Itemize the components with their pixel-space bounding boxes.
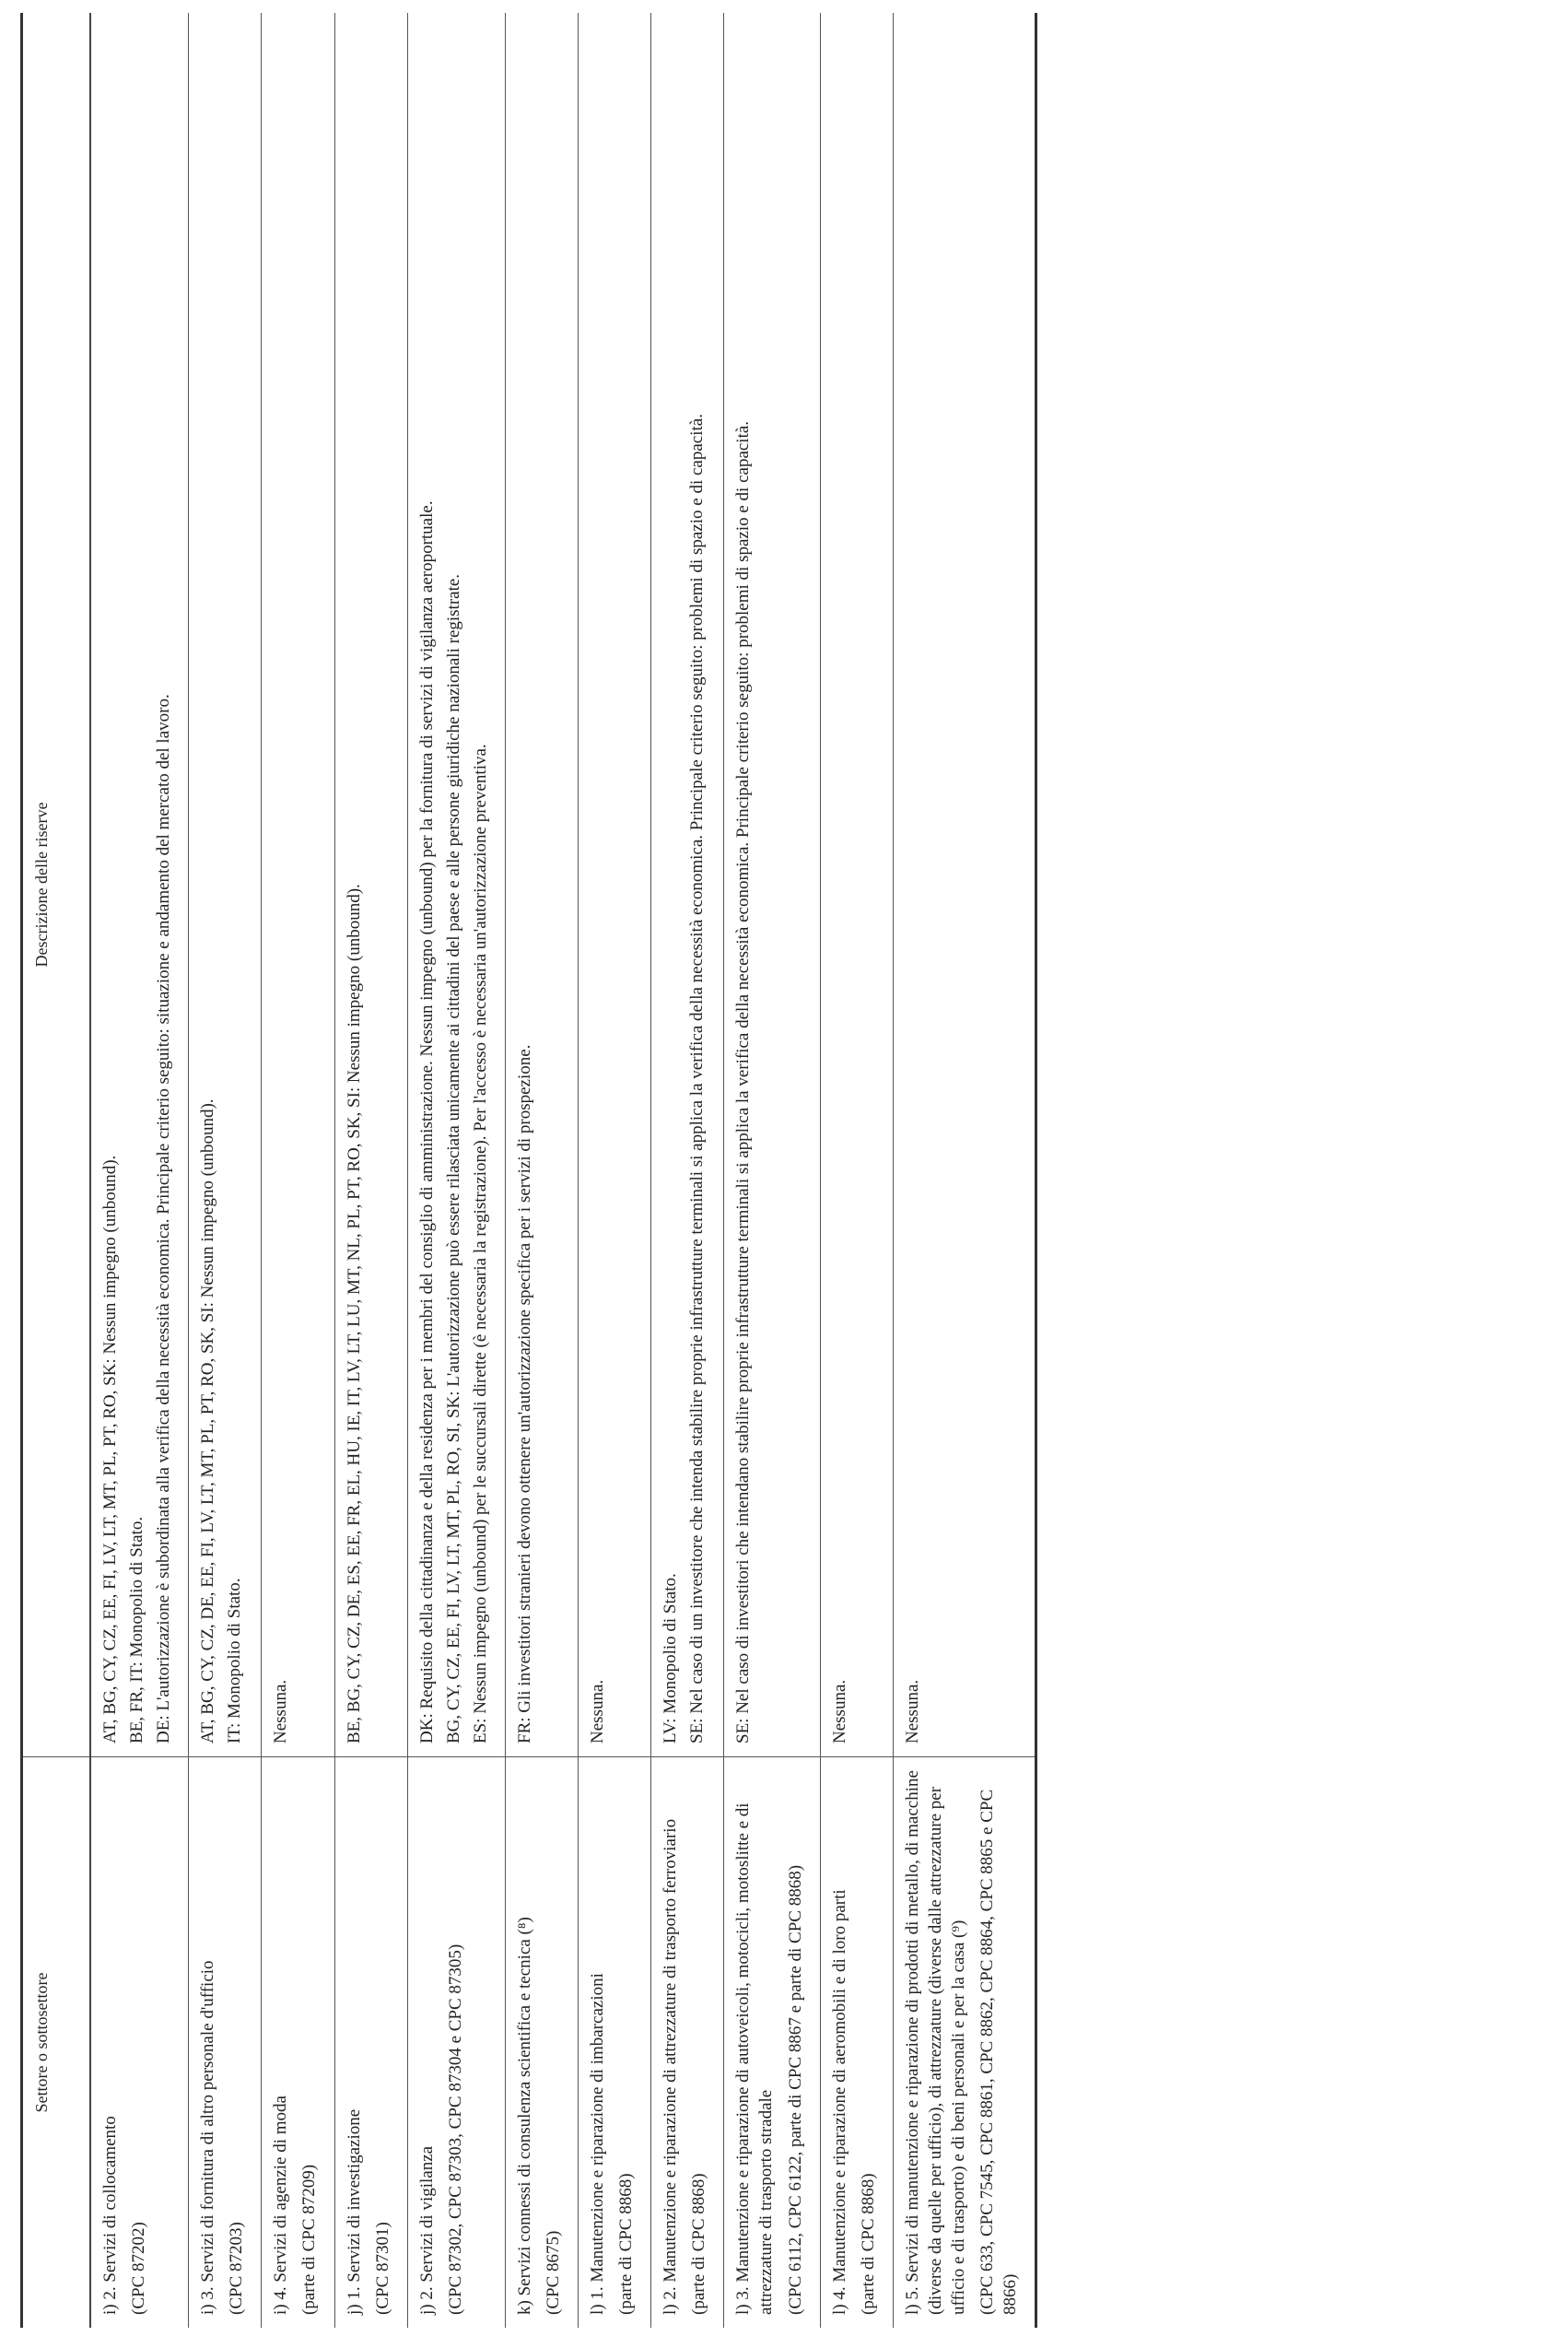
sector-title: i) 4. Servizi di agenzie di moda: [271, 2096, 291, 2315]
sector-title: j) 2. Servizi di vigilanza: [416, 2145, 437, 2315]
table-row: [91, 13, 189, 2328]
sector-cell: [579, 1756, 650, 2328]
reservations-cell: [651, 13, 723, 1756]
sector-title: l) 4. Manutenzione e riparazione di aeromobili e di loro parti: [829, 1889, 849, 2315]
reservations-cell: [335, 13, 407, 1756]
sector-cell: [894, 1756, 1035, 2328]
reservation-text: ES: Nessun impegno (unbound) per le succursali dirette (è necessaria la registrazione). Per l'accesso è necessaria un'autorizzazione preventiva.: [470, 744, 490, 1743]
reservation-text: Nessuna.: [271, 1679, 291, 1743]
table-body: [91, 13, 1037, 2328]
reservation-text: DE: L'autorizzazione è subordinata alla verifica della necessità economica. Principale criterio seguito: situazione e andamento del mercato del lavoro.: [154, 694, 174, 1743]
sector-cell: [724, 1756, 819, 2328]
reservation-text: BG, CY, CZ, EE, FI, LV, LT, MT, PL, RO, SI, SK: L'autorizzazione può essere rilasciata unicamente ai cittadini del paese e alle persone giuridiche nazionali registrate.: [443, 573, 463, 1743]
header-sector: Settore o sottosettore: [23, 1756, 89, 2328]
sector-cpc-code: (CPC 8675): [544, 2230, 564, 2315]
reservations-cell: [262, 13, 333, 1756]
reservation-text: BE, FR, IT: Monopolio di Stato.: [127, 1516, 147, 1743]
reservation-text: BE, BG, CY, CZ, DE, ES, EE, FR, EL, HU, IE, IT, LV, LT, LU, MT, NL, PL, PT, RO, SK, SI: Nessun impegno (unbound).: [344, 884, 364, 1743]
reservation-text: LV: Monopolio di Stato.: [661, 1573, 681, 1743]
reservations-cell: [506, 13, 578, 1756]
sector-title: l) 1. Manutenzione e riparazione di imbarcazioni: [588, 1973, 608, 2315]
reservations-cell: [189, 13, 261, 1756]
table-row: [651, 13, 724, 2328]
sector-cpc-code: (parte di CPC 8868): [689, 2173, 709, 2315]
sector-cell: [189, 1756, 261, 2328]
table-row: [724, 13, 820, 2328]
table-row: [894, 13, 1037, 2328]
reservations-cell: [408, 13, 505, 1756]
table-row: [262, 13, 334, 2328]
reservation-text: Nessuna.: [829, 1679, 849, 1743]
sector-cpc-code: (parte di CPC 8868): [616, 2173, 637, 2315]
reservation-text: IT: Monopolio di Stato.: [225, 1578, 245, 1743]
reservation-text: Nessuna.: [902, 1679, 922, 1743]
sector-title: l) 5. Servizi di manutenzione e riparazione di prodotti di metallo, di macchine (diverse da quelle per ufficio), di attrezzature (diverse dalle attrezzature per ufficio e di trasporto) e di beni personali e per la casa (⁹): [902, 1770, 968, 2315]
sector-cell: [262, 1756, 333, 2328]
table-row: [579, 13, 651, 2328]
table-row: [189, 13, 262, 2328]
sector-cpc-code: (CPC 87302, CPC 87303, CPC 87304 e CPC 87305): [445, 1943, 465, 2315]
reservations-cell: [894, 13, 1035, 1756]
table-row: [821, 13, 894, 2328]
sector-cpc-code: (CPC 633, CPC 7545, CPC 8861, CPC 8862, CPC 8864, CPC 8865 e CPC 8866): [977, 1789, 1021, 2315]
sector-cell: [91, 1756, 188, 2328]
sector-cpc-code: (CPC 87203): [227, 2222, 247, 2315]
table-row: [408, 13, 506, 2328]
sector-cell: [506, 1756, 578, 2328]
header-reservations: Descrizione delle riserve: [32, 802, 51, 968]
reservation-text: SE: Nel caso di un investitore che intenda stabilire proprie infrastrutture terminali si applica la verifica della necessità economica. Principale criterio seguito: problemi di spazio e di capacità.: [687, 414, 708, 1743]
sector-cpc-code: (parte di CPC 87209): [299, 2164, 320, 2315]
table-row: [335, 13, 408, 2328]
sector-cell: [651, 1756, 723, 2328]
reservation-text: SE: Nel caso di investitori che intendano stabilire proprie infrastrutture terminali si applica la verifica della necessità economica. Principale criterio seguito: problemi di spazio e di capacità.: [733, 420, 754, 1743]
sector-title: l) 2. Manutenzione e riparazione di attrezzature di trasporto ferroviario: [661, 1818, 681, 2315]
reservation-text: FR: Gli investitori stranieri devono ottenere un'autorizzazione specifica per i servizi di prospezione.: [514, 1044, 534, 1743]
reservation-text: AT, BG, CY, CZ, DE, EE, FI, LV, LT, MT, PL, PT, RO, SK, SI: Nessun impegno (unbound).: [198, 1098, 218, 1743]
sector-title: l) 3. Manutenzione e riparazione di autoveicoli, motocicli, motoslitte e di attrezzature di trasporto stradale: [733, 1802, 777, 2315]
reservations-cell: [91, 13, 188, 1756]
table-row: [506, 13, 579, 2328]
sector-cpc-code: (CPC 6112, CPC 6122, parte di CPC 8867 e parte di CPC 8868): [785, 1864, 805, 2315]
sector-cell: [408, 1756, 505, 2328]
table-header-row: [23, 13, 91, 2328]
reservations-cell: [821, 13, 893, 1756]
reservation-text: DK: Requisito della cittadinanza e della residenza per i membri del consiglio di amministrazione. Nessun impegno (unbound) per la fornitura di servizi di vigilanza aeroportuale.: [416, 500, 437, 1743]
sector-cpc-code: (CPC 87301): [372, 2222, 392, 2315]
reservations-cell: [724, 13, 819, 1756]
reservations-cell: [579, 13, 650, 1756]
reservations-table: [20, 13, 1037, 2328]
reservation-text: Nessuna.: [588, 1679, 608, 1743]
sector-title: j) 1. Servizi di investigazione: [344, 2108, 364, 2315]
sector-cpc-code: (parte di CPC 8868): [858, 2173, 878, 2315]
sector-cpc-code: (CPC 87202): [129, 2222, 149, 2315]
reservation-text: AT, BG, CY, CZ, EE, FI, LV, LT, MT, PL, PT, RO, SK: Nessun impegno (unbound).: [100, 1155, 120, 1743]
sector-title: i) 2. Servizi di collocamento: [100, 2116, 120, 2315]
sector-title: i) 3. Servizi di fornitura di altro personale d'ufficio: [198, 1960, 218, 2315]
sector-cell: [335, 1756, 407, 2328]
sector-cell: [821, 1756, 893, 2328]
sector-title: k) Servizi connessi di consulenza scientifica e tecnica (⁸): [514, 1917, 534, 2315]
